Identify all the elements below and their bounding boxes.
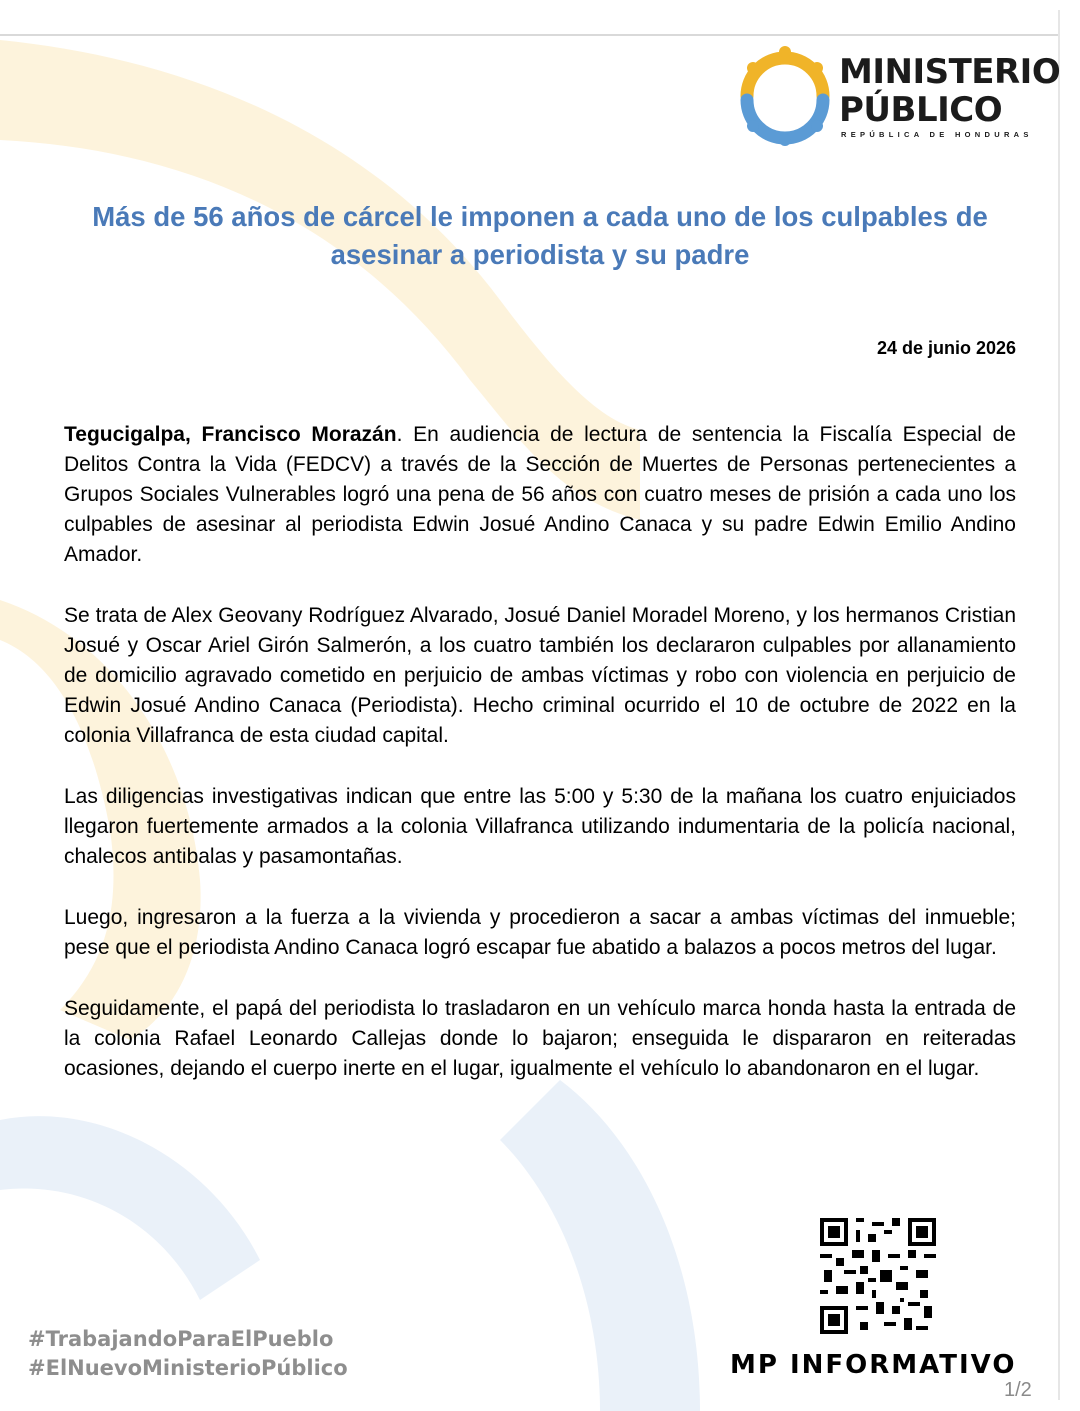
paragraph-3: Las diligencias investigativas indican que entre las 5:00 y 5:30 de la mañana los cuatro enjuiciados llegaron fuertemente armados a la colonia Villafranca utilizando indumentaria de la policía nacional, chalecos antibalas y pasamontañas. [64,785,1016,868]
logo-subtitle: REPÚBLICA DE HONDURAS [841,130,1033,139]
qr-code-icon [820,1218,936,1334]
paragraph-4: Luego, ingresaron a la fuerza a la vivienda y procedieron a sacar a ambas víctimas del inmueble; pese que el periodista Andino Canaca logró escapar fue abatido a balazos a pocos metros del lugar. [64,906,1016,959]
article-body [64,420,1016,1115]
paragraph-2: Se trata de Alex Geovany Rodríguez Alvarado, Josué Daniel Moradel Moreno, y los hermanos Cristian Josué y Oscar Ariel Girón Salmerón, a los cuatro también los declararon culpables por allanamiento de domicilio agravado cometido en perjuicio de ambas víctimas y robo con violencia en perjuicio de Edwin Josué Andino Canaca (Periodista). Hecho criminal ocurrido el 10 de octubre de 2022 en la colonia Villafranca de esta ciudad capital. [64,604,1016,747]
page-title [80,198,1000,274]
hashtag-nuevo-ministerio: #ElNuevoMinisterioPúblico [28,1356,348,1380]
title-line-1: Más de 56 años de cárcel le imponen a cada uno de los culpables de [92,201,988,232]
top-border [0,34,1060,36]
logo-text-line2: PÚBLICO [839,90,1003,130]
logo-text-line1: MINISTERIO [839,52,1061,92]
paragraph-5: Seguidamente, el papá del periodista lo trasladaron en un vehículo marca honda hasta la entrada de la colonia Rafael Leonardo Callejas donde lo bajaron; enseguida le dispararon en reiteradas ocasiones, dejando el cuerpo inerte en el lugar, igualmente el vehículo lo abandonaron en el lugar. [64,997,1016,1080]
title-line-2: asesinar a periodista y su padre [330,239,750,270]
ministerio-publico-logo [735,46,1061,146]
publication-date: 24 de junio 2026 [876,338,1016,358]
page-indicator: 1/2 [1004,1379,1032,1401]
paragraph-1 [64,420,1016,570]
paragraph-1-text: . En audiencia de lectura de sentencia la Fiscalía Especial de Delitos Contra la Vida (FEDCV) a través de la Sección de Muertes de Personas pertenecientes a Grupos Sociales Vulnerables logró una pena de 56 años con cuatro meses de prisión a cada uno los culpables de asesinar al periodista Edwin Josué Andino Canaca y su padre Edwin Emilio Andino Amador. [64,423,1016,566]
right-border [1058,10,1060,1400]
hashtag-trabajando: #TrabajandoParaElPueblo [28,1327,334,1351]
people-circle-icon [735,46,835,146]
lead-place: Tegucigalpa, Francisco Morazán [64,423,397,446]
mp-informativo-brand: MP INFORMATIVO [730,1350,1017,1380]
